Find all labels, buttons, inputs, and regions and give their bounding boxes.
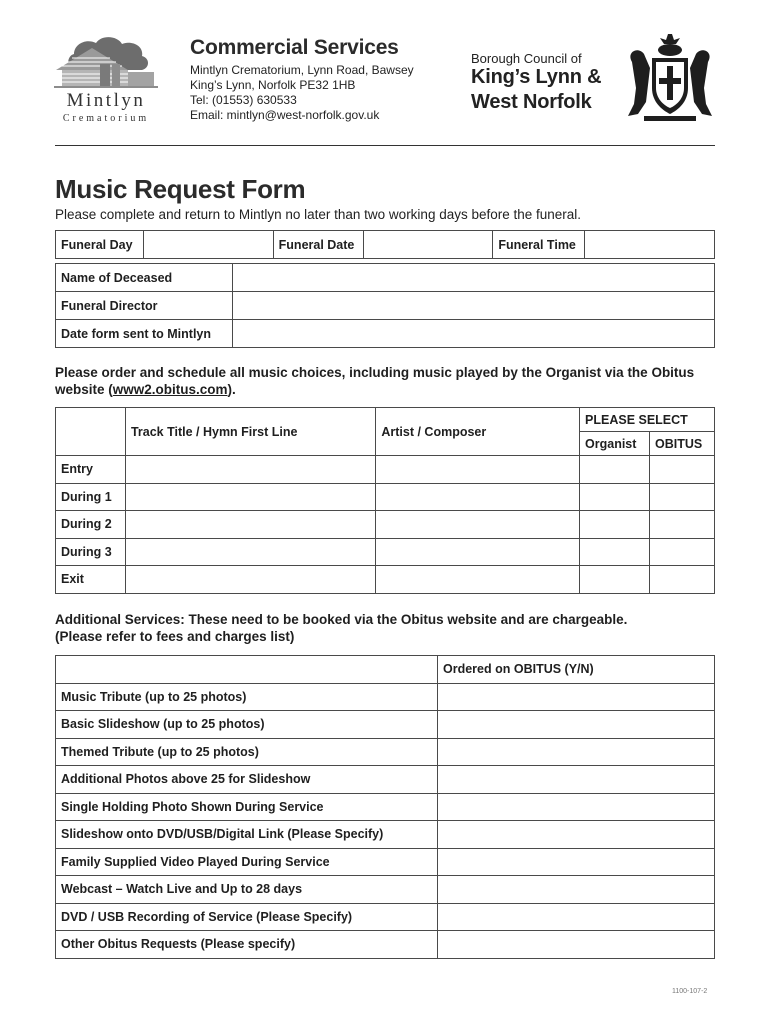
email: Email: mintlyn@west-norfolk.gov.uk <box>190 108 380 122</box>
table-row <box>56 566 715 594</box>
service-label: Themed Tribute (up to 25 photos) <box>56 738 438 766</box>
obitus-checkbox[interactable] <box>649 483 714 511</box>
funeral-time-label: Funeral Time <box>493 231 585 259</box>
ordered-field[interactable] <box>438 738 715 766</box>
artist-field[interactable] <box>376 511 580 539</box>
address-line-2: King’s Lynn, Norfolk PE32 1HB <box>190 78 356 92</box>
obitus-link[interactable]: www2.obitus.com <box>112 382 228 397</box>
organist-checkbox[interactable] <box>580 538 650 566</box>
artist-field[interactable] <box>376 538 580 566</box>
funeral-details-table <box>55 230 715 259</box>
obitus-checkbox[interactable] <box>649 511 714 539</box>
ordered-field[interactable] <box>438 711 715 739</box>
funeral-date-label: Funeral Date <box>273 231 363 259</box>
header-divider <box>55 145 715 146</box>
track-title-field[interactable] <box>125 566 375 594</box>
funeral-date-field[interactable] <box>363 231 493 259</box>
table-row <box>56 848 715 876</box>
table-row <box>56 683 715 711</box>
obitus-header: OBITUS <box>649 432 714 456</box>
ordered-field[interactable] <box>438 931 715 959</box>
table-row <box>56 766 715 794</box>
table-row <box>56 711 715 739</box>
council-line-1: Borough Council of <box>471 51 582 66</box>
obitus-checkbox[interactable] <box>649 566 714 594</box>
mintlyn-logo-word: Mintlyn <box>66 90 146 111</box>
music-row-label: Entry <box>56 456 126 484</box>
telephone: Tel: (01553) 630533 <box>190 93 297 107</box>
please-select-header: PLEASE SELECT <box>580 408 715 432</box>
address-line-1: Mintlyn Crematorium, Lynn Road, Bawsey <box>190 63 414 77</box>
music-instruction <box>55 364 725 398</box>
additional-table-corner <box>56 656 438 684</box>
funeral-time-field[interactable] <box>585 231 715 259</box>
council-line-3: West Norfolk <box>471 91 592 113</box>
track-title-header: Track Title / Hymn First Line <box>125 408 375 456</box>
service-label: Single Holding Photo Shown During Service <box>56 793 438 821</box>
ordered-field[interactable] <box>438 793 715 821</box>
ordered-field[interactable] <box>438 903 715 931</box>
commercial-services-title: Commercial Services <box>190 36 399 59</box>
music-row-label: During 1 <box>56 483 126 511</box>
music-choices-table <box>55 407 715 594</box>
coat-of-arms-icon <box>624 32 716 122</box>
obitus-checkbox[interactable] <box>649 538 714 566</box>
ordered-field[interactable] <box>438 683 715 711</box>
additional-services-table <box>55 655 715 959</box>
service-label: Family Supplied Video Played During Service <box>56 848 438 876</box>
artist-composer-header: Artist / Composer <box>376 408 580 456</box>
mintlyn-logo <box>52 34 160 124</box>
funeral-director-field[interactable] <box>233 292 715 320</box>
table-row <box>56 264 715 292</box>
deceased-details-table <box>55 263 715 348</box>
ordered-on-obitus-header: Ordered on OBITUS (Y/N) <box>438 656 715 684</box>
mintlyn-logo-subtitle: Crematorium <box>62 113 150 124</box>
table-row <box>56 511 715 539</box>
table-row <box>56 456 715 484</box>
service-label: Webcast – Watch Live and Up to 28 days <box>56 876 438 904</box>
table-row <box>56 876 715 904</box>
table-row <box>56 738 715 766</box>
table-row <box>56 320 715 348</box>
music-instruction-text: Please order and schedule all music choices, including music played by the Organist via the Obitus website ( <box>55 365 695 397</box>
obitus-checkbox[interactable] <box>649 456 714 484</box>
name-of-deceased-field[interactable] <box>233 264 715 292</box>
table-row <box>56 292 715 320</box>
table-row <box>56 821 715 849</box>
additional-services-title: Additional Services: These need to be booked via the Obitus website and are chargeable. <box>55 612 628 627</box>
page-title: Music Request Form <box>55 174 306 204</box>
table-row <box>56 903 715 931</box>
service-label: Other Obitus Requests (Please specify) <box>56 931 438 959</box>
music-table-corner <box>56 408 126 456</box>
date-form-sent-field[interactable] <box>233 320 715 348</box>
service-label: Slideshow onto DVD/USB/Digital Link (Please Specify) <box>56 821 438 849</box>
artist-field[interactable] <box>376 483 580 511</box>
crematorium-building-icon <box>52 34 160 90</box>
service-label: Basic Slideshow (up to 25 photos) <box>56 711 438 739</box>
track-title-field[interactable] <box>125 511 375 539</box>
additional-services-note: (Please refer to fees and charges list) <box>55 629 295 644</box>
music-row-label: During 3 <box>56 538 126 566</box>
music-row-label: During 2 <box>56 511 126 539</box>
organist-checkbox[interactable] <box>580 566 650 594</box>
ordered-field[interactable] <box>438 848 715 876</box>
track-title-field[interactable] <box>125 483 375 511</box>
service-label: Additional Photos above 25 for Slideshow <box>56 766 438 794</box>
track-title-field[interactable] <box>125 538 375 566</box>
organist-checkbox[interactable] <box>580 511 650 539</box>
council-line-2: King’s Lynn & <box>471 66 602 88</box>
music-instruction-end: ). <box>227 382 236 397</box>
intro-text: Please complete and return to Mintlyn no later than two working days before the funeral. <box>55 207 582 222</box>
table-row <box>56 793 715 821</box>
artist-field[interactable] <box>376 456 580 484</box>
funeral-day-label: Funeral Day <box>56 231 144 259</box>
music-row-label: Exit <box>56 566 126 594</box>
ordered-field[interactable] <box>438 876 715 904</box>
ordered-field[interactable] <box>438 766 715 794</box>
funeral-day-field[interactable] <box>143 231 273 259</box>
name-of-deceased-label: Name of Deceased <box>56 264 233 292</box>
date-form-sent-label: Date form sent to Mintlyn <box>56 320 233 348</box>
organist-checkbox[interactable] <box>580 483 650 511</box>
table-row <box>56 931 715 959</box>
funeral-director-label: Funeral Director <box>56 292 233 320</box>
table-row <box>56 483 715 511</box>
service-label: Music Tribute (up to 25 photos) <box>56 683 438 711</box>
artist-field[interactable] <box>376 566 580 594</box>
form-reference-code: 1100-107-2 <box>672 988 708 995</box>
service-label: DVD / USB Recording of Service (Please Specify) <box>56 903 438 931</box>
additional-services-heading <box>55 611 725 645</box>
organist-header: Organist <box>580 432 650 456</box>
track-title-field[interactable] <box>125 456 375 484</box>
ordered-field[interactable] <box>438 821 715 849</box>
table-row <box>56 538 715 566</box>
organist-checkbox[interactable] <box>580 456 650 484</box>
